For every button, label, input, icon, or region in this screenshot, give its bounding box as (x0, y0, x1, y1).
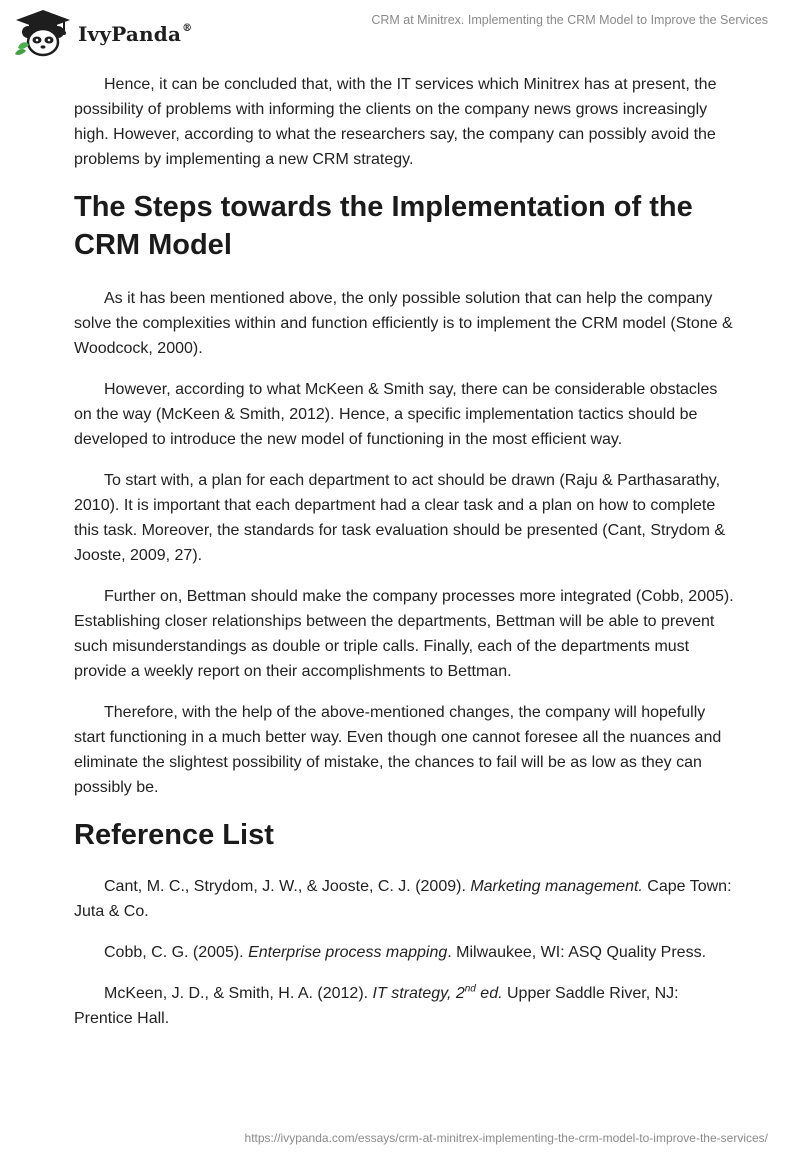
brand-name: IvyPanda® (78, 22, 193, 46)
references-heading: Reference List (74, 819, 274, 851)
reference-title: Marketing management. (470, 878, 643, 895)
body-paragraph: Therefore, with the help of the above-mentioned changes, the company will hopefully start functioning in a much better way. Even though one cannot foresee all the nuances and eliminate the slightest possibility of mistake, the chances to fail will be as low as they can possibly be. (74, 704, 722, 796)
reference-entry: Cant, M. C., Strydom, J. W., & Jooste, C. J. (2009). Marketing management. Cape Town: Juta & Co. (74, 878, 732, 920)
page-header (0, 0, 800, 70)
reference-title: IT strategy, 2nd ed. (372, 983, 503, 1002)
reference-entry: Cobb, C. G. (2005). Enterprise process mapping. Milwaukee, WI: ASQ Quality Press. (104, 944, 707, 961)
body-paragraph: However, according to what McKeen & Smith say, there can be considerable obstacles on the way (McKeen & Smith, 2012). Hence, a specific implementation tactics should be developed to introduce the new model of functioning in the most efficient way. (74, 381, 718, 448)
running-title: CRM at Minitrex. Implementing the CRM Model to Improve the Services (371, 13, 768, 27)
steps-heading: The Steps towards the Implementation of the CRM Model (74, 191, 693, 261)
essay-content (74, 72, 734, 1047)
panda-graduate-icon (12, 8, 74, 60)
body-paragraph: As it has been mentioned above, the only possible solution that can help the company solve the complexities within and function efficiently is to implement the CRM model (Stone & Woodcock, 2000). (74, 290, 733, 357)
body-paragraph: Further on, Bettman should make the company processes more integrated (Cobb, 2005). Establishing closer relationships between the departments, Bettman will be able to prevent such misunderstandings as double or triple calls. Finally, each of the departments must provide a weekly report on their accomplishments to Bettman. (74, 588, 734, 680)
source-url-link[interactable]: https://ivypanda.com/essays/crm-at-minitrex-implementing-the-crm-model-to-improve-the-services/ (244, 1131, 768, 1145)
ivypanda-logo[interactable] (12, 8, 212, 60)
reference-title: Enterprise process mapping (248, 944, 448, 961)
body-paragraph: To start with, a plan for each department to act should be drawn (Raju & Parthasarathy, 2010). It is important that each department had a clear task and a plan on how to complete this task. Moreover, the standards for task evaluation should be presented (Cant, Strydom & Jooste, 2009, 27). (74, 472, 726, 564)
reference-entry: McKeen, J. D., & Smith, H. A. (2012). IT strategy, 2nd ed. Upper Saddle River, NJ: Prentice Hall. (74, 983, 679, 1027)
intro-paragraph: Hence, it can be concluded that, with the IT services which Minitrex has at present, the possibility of problems with informing the clients on the company news grows increasingly high. However, according to what the researchers say, the company can possibly avoid the problems by implementing a new CRM strategy. (74, 76, 717, 168)
